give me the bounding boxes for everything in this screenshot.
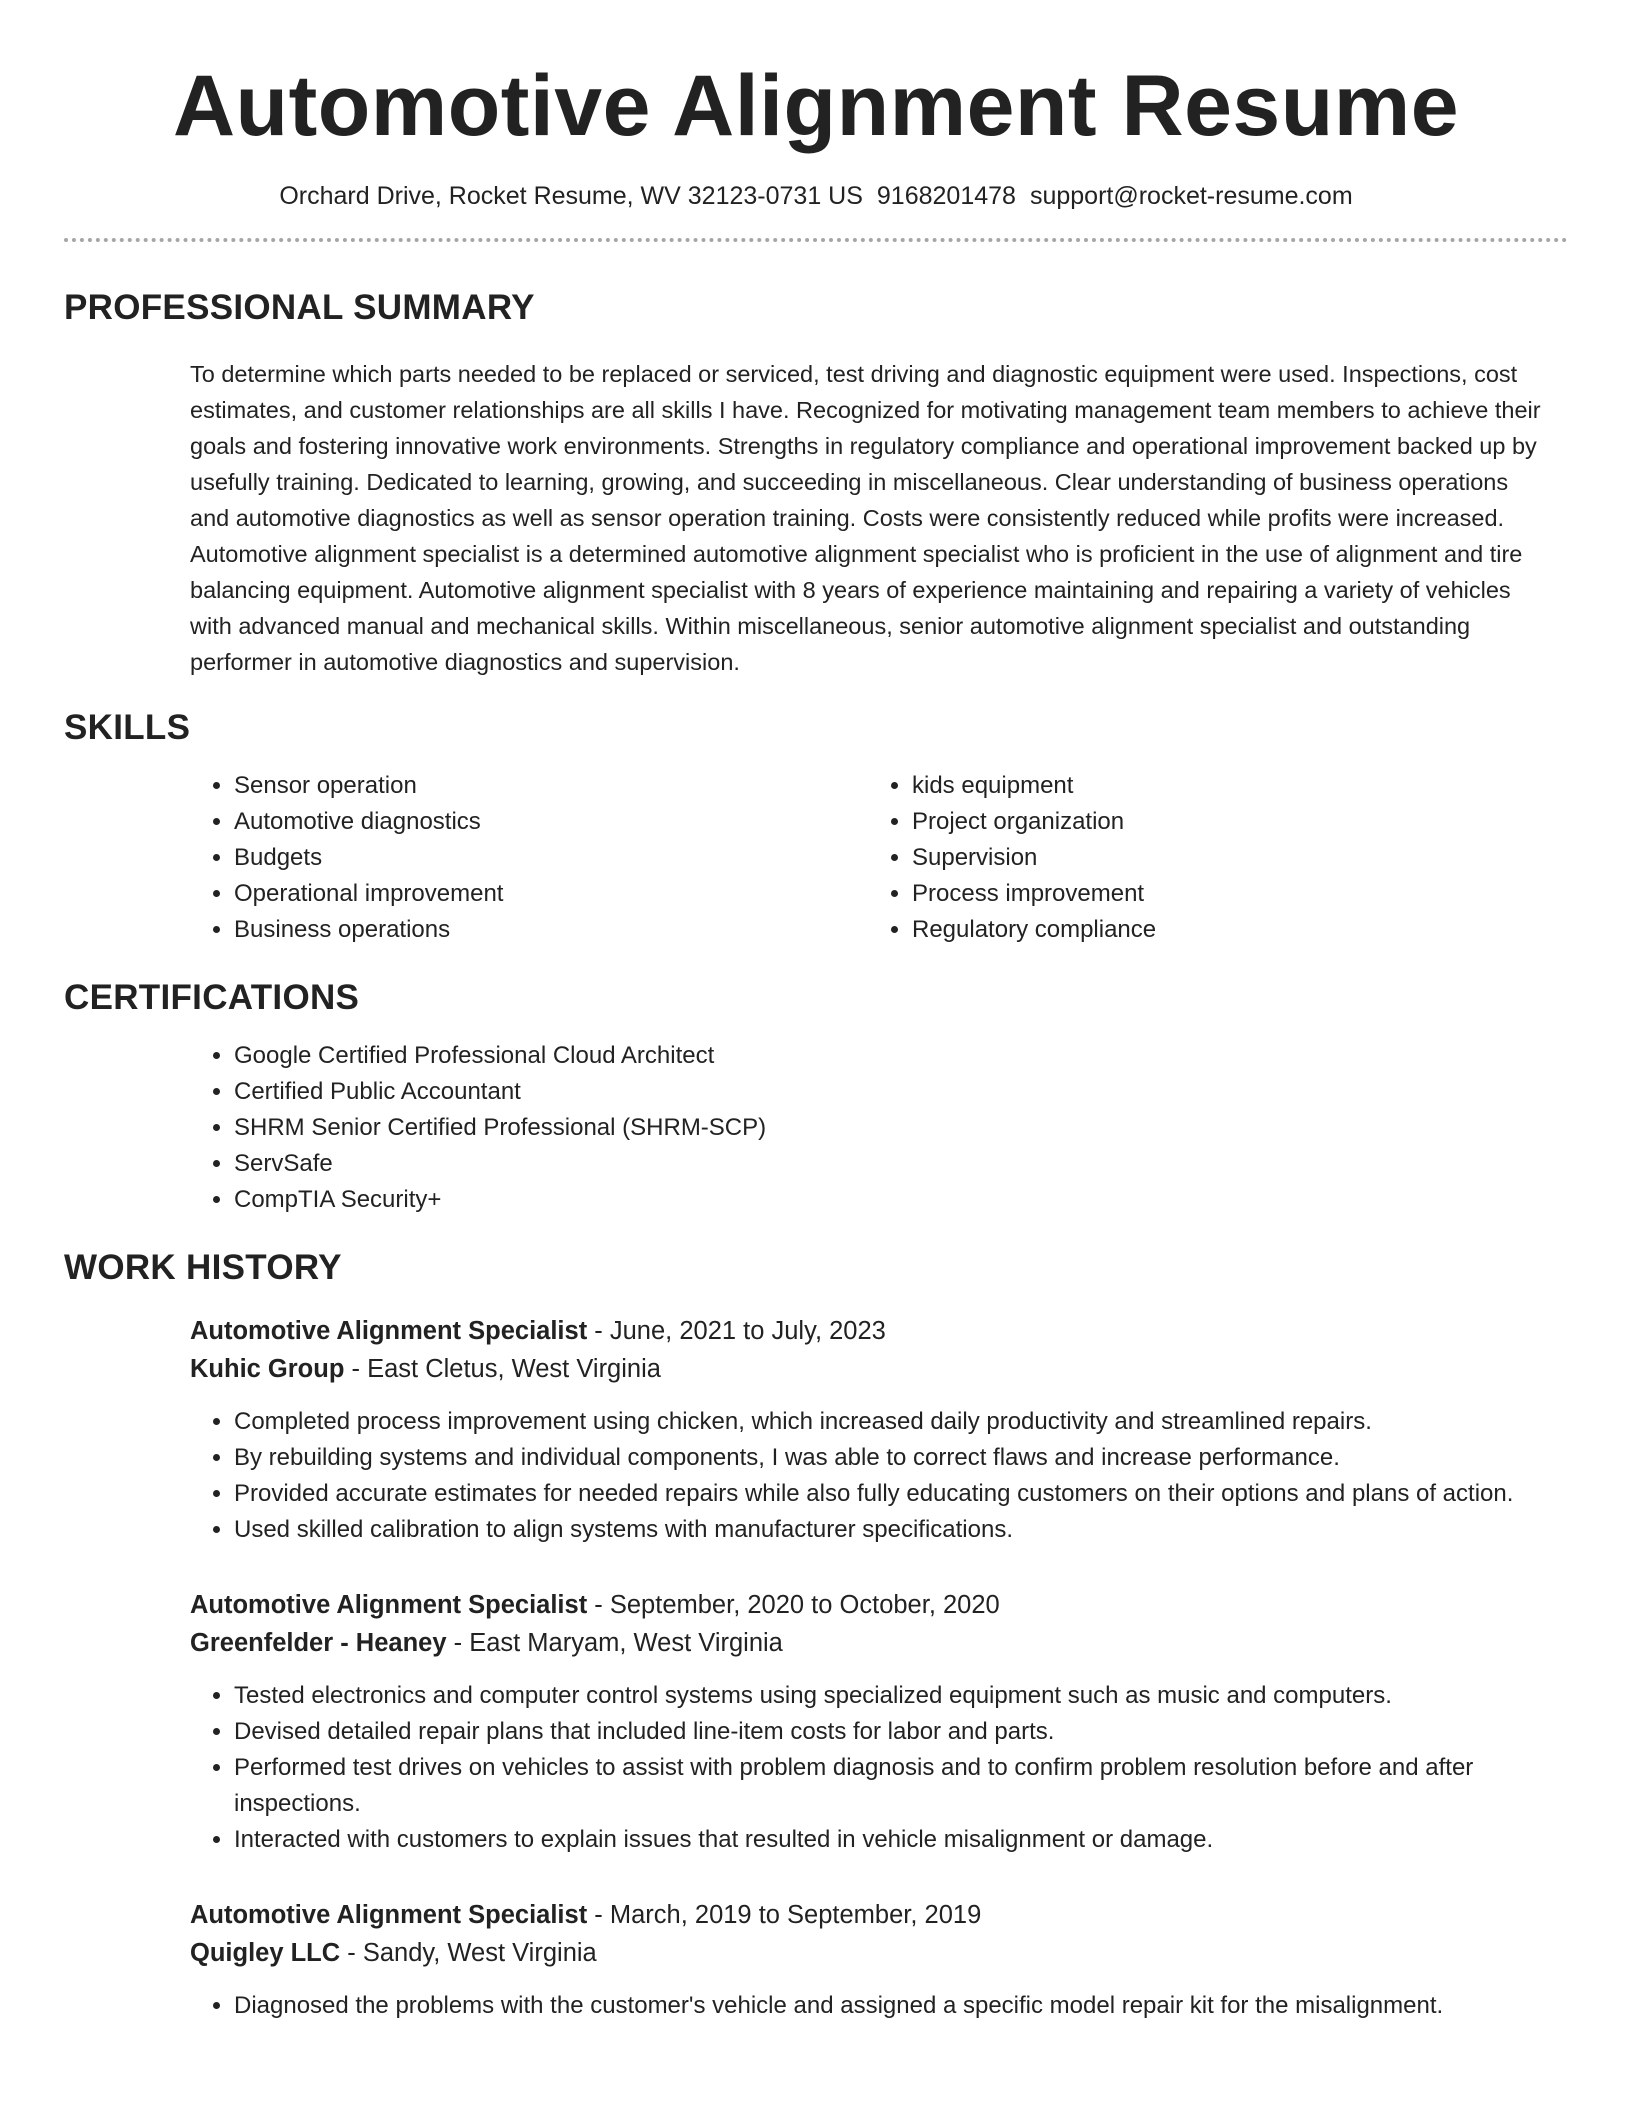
job-role: Automotive Alignment Specialist bbox=[190, 1901, 588, 1929]
job-role: Automotive Alignment Specialist bbox=[190, 1591, 588, 1619]
certifications-section bbox=[64, 976, 1568, 1218]
job-dates: - March, 2019 to September, 2019 bbox=[587, 1901, 982, 1929]
certifications-list bbox=[190, 1038, 1546, 1218]
summary-text: To determine which parts needed to be replaced or serviced, test driving and diagnostic equipment were used. Inspections, cost estimates, and customer relationships are all skills I have. Recognized for motivating management team members to achieve their goals and fostering innovative work environments. Strengths in regulatory compliance and operational improvement backed up by usefully training. Dedicated to learning, growing, and succeeding in miscellaneous. Clear understanding of business operations and automotive diagnostics as well as sensor operation training. Costs were consistently reduced while profits were increased. Automotive alignment specialist is a determined automotive alignment specialist who is proficient in the use of alignment and tire balancing equipment. Automotive alignment specialist with 8 years of experience maintaining and repairing a variety of vehicles with advanced manual and mechanical skills. Within miscellaneous, senior automotive alignment specialist and outstanding performer in automotive diagnostics and supervision. bbox=[190, 361, 1541, 675]
skill-item: • Project organization bbox=[912, 804, 1546, 840]
skill-item: • Sensor operation bbox=[234, 768, 868, 804]
job-duty: • Performed test drives on vehicles to assist with problem diagnosis and to confirm problem resolution before and after inspections. bbox=[234, 1750, 1546, 1822]
certification-item: • CompTIA Security+ bbox=[234, 1182, 1546, 1218]
job-duty: • Diagnosed the problems with the customer's vehicle and assigned a specific model repair kit for the misalignment. bbox=[234, 1988, 1546, 2024]
work-history-section bbox=[64, 1246, 1568, 2024]
job-duty: • Interacted with customers to explain issues that resulted in vehicle misalignment or damage. bbox=[234, 1822, 1546, 1858]
skill-item: • Business operations bbox=[234, 912, 868, 948]
job-company-line bbox=[190, 1934, 1546, 1972]
skills-column-right bbox=[868, 768, 1546, 948]
certifications-heading: CERTIFICATIONS bbox=[64, 978, 360, 1017]
phone-text: 9168201478 bbox=[876, 182, 1016, 210]
job-company: Quigley LLC bbox=[190, 1939, 341, 1967]
job-entry bbox=[190, 1896, 1546, 2024]
certification-item: • Google Certified Professional Cloud Architect bbox=[234, 1038, 1546, 1074]
skills-heading: SKILLS bbox=[64, 708, 191, 747]
job-title-line bbox=[190, 1586, 1546, 1624]
job-duty: • Used skilled calibration to align systems with manufacturer specifications. bbox=[234, 1512, 1546, 1548]
skill-item: • Regulatory compliance bbox=[912, 912, 1546, 948]
job-company: Kuhic Group bbox=[190, 1355, 345, 1383]
job-dates: - September, 2020 to October, 2020 bbox=[587, 1591, 1000, 1619]
contact-line bbox=[64, 180, 1568, 212]
email-text: support@rocket-resume.com bbox=[1029, 182, 1353, 210]
job-location: - East Maryam, West Virginia bbox=[446, 1629, 783, 1657]
job-title-line bbox=[190, 1896, 1546, 1934]
job-duties bbox=[190, 1988, 1546, 2024]
skills-column-left bbox=[190, 768, 868, 948]
job-duty: • Provided accurate estimates for needed repairs while also fully educating customers on their options and plans of action. bbox=[234, 1476, 1546, 1512]
address-text: Orchard Drive, Rocket Resume, WV 32123-0731 US bbox=[279, 182, 863, 210]
job-entry bbox=[190, 1586, 1546, 1858]
job-title-line bbox=[190, 1312, 1546, 1350]
job-location: - Sandy, West Virginia bbox=[340, 1939, 597, 1967]
skill-item: • Operational improvement bbox=[234, 876, 868, 912]
job-duty: • Devised detailed repair plans that included line-item costs for labor and parts. bbox=[234, 1714, 1546, 1750]
job-entry bbox=[190, 1312, 1546, 1548]
skill-item: • Process improvement bbox=[912, 876, 1546, 912]
skills-section bbox=[64, 706, 1568, 948]
skills-list bbox=[190, 768, 1546, 948]
job-role: Automotive Alignment Specialist bbox=[190, 1317, 588, 1345]
job-duties bbox=[190, 1678, 1546, 1858]
certification-item: • ServSafe bbox=[234, 1146, 1546, 1182]
job-duty: • Completed process improvement using chicken, which increased daily productivity and streamlined repairs. bbox=[234, 1404, 1546, 1440]
certification-item: • Certified Public Accountant bbox=[234, 1074, 1546, 1110]
job-duty: • By rebuilding systems and individual components, I was able to correct flaws and increase performance. bbox=[234, 1440, 1546, 1476]
work-history-heading: WORK HISTORY bbox=[64, 1248, 342, 1287]
skill-item: • Budgets bbox=[234, 840, 868, 876]
job-dates: - June, 2021 to July, 2023 bbox=[587, 1317, 886, 1345]
skill-item: • Supervision bbox=[912, 840, 1546, 876]
certification-item: • SHRM Senior Certified Professional (SHRM-SCP) bbox=[234, 1110, 1546, 1146]
skill-item: • Automotive diagnostics bbox=[234, 804, 868, 840]
resume-title: Automotive Alignment Resume bbox=[172, 58, 1460, 154]
summary-section bbox=[64, 286, 1568, 680]
job-duty: • Tested electronics and computer control systems using specialized equipment such as music and computers. bbox=[234, 1678, 1546, 1714]
skill-item: • kids equipment bbox=[912, 768, 1546, 804]
job-company: Greenfelder - Heaney bbox=[190, 1629, 447, 1657]
job-company-line bbox=[190, 1624, 1546, 1662]
job-location: - East Cletus, West Virginia bbox=[344, 1355, 661, 1383]
header-divider bbox=[64, 238, 1568, 242]
job-duties bbox=[190, 1404, 1546, 1548]
job-company-line bbox=[190, 1350, 1546, 1388]
summary-heading: PROFESSIONAL SUMMARY bbox=[64, 288, 535, 327]
